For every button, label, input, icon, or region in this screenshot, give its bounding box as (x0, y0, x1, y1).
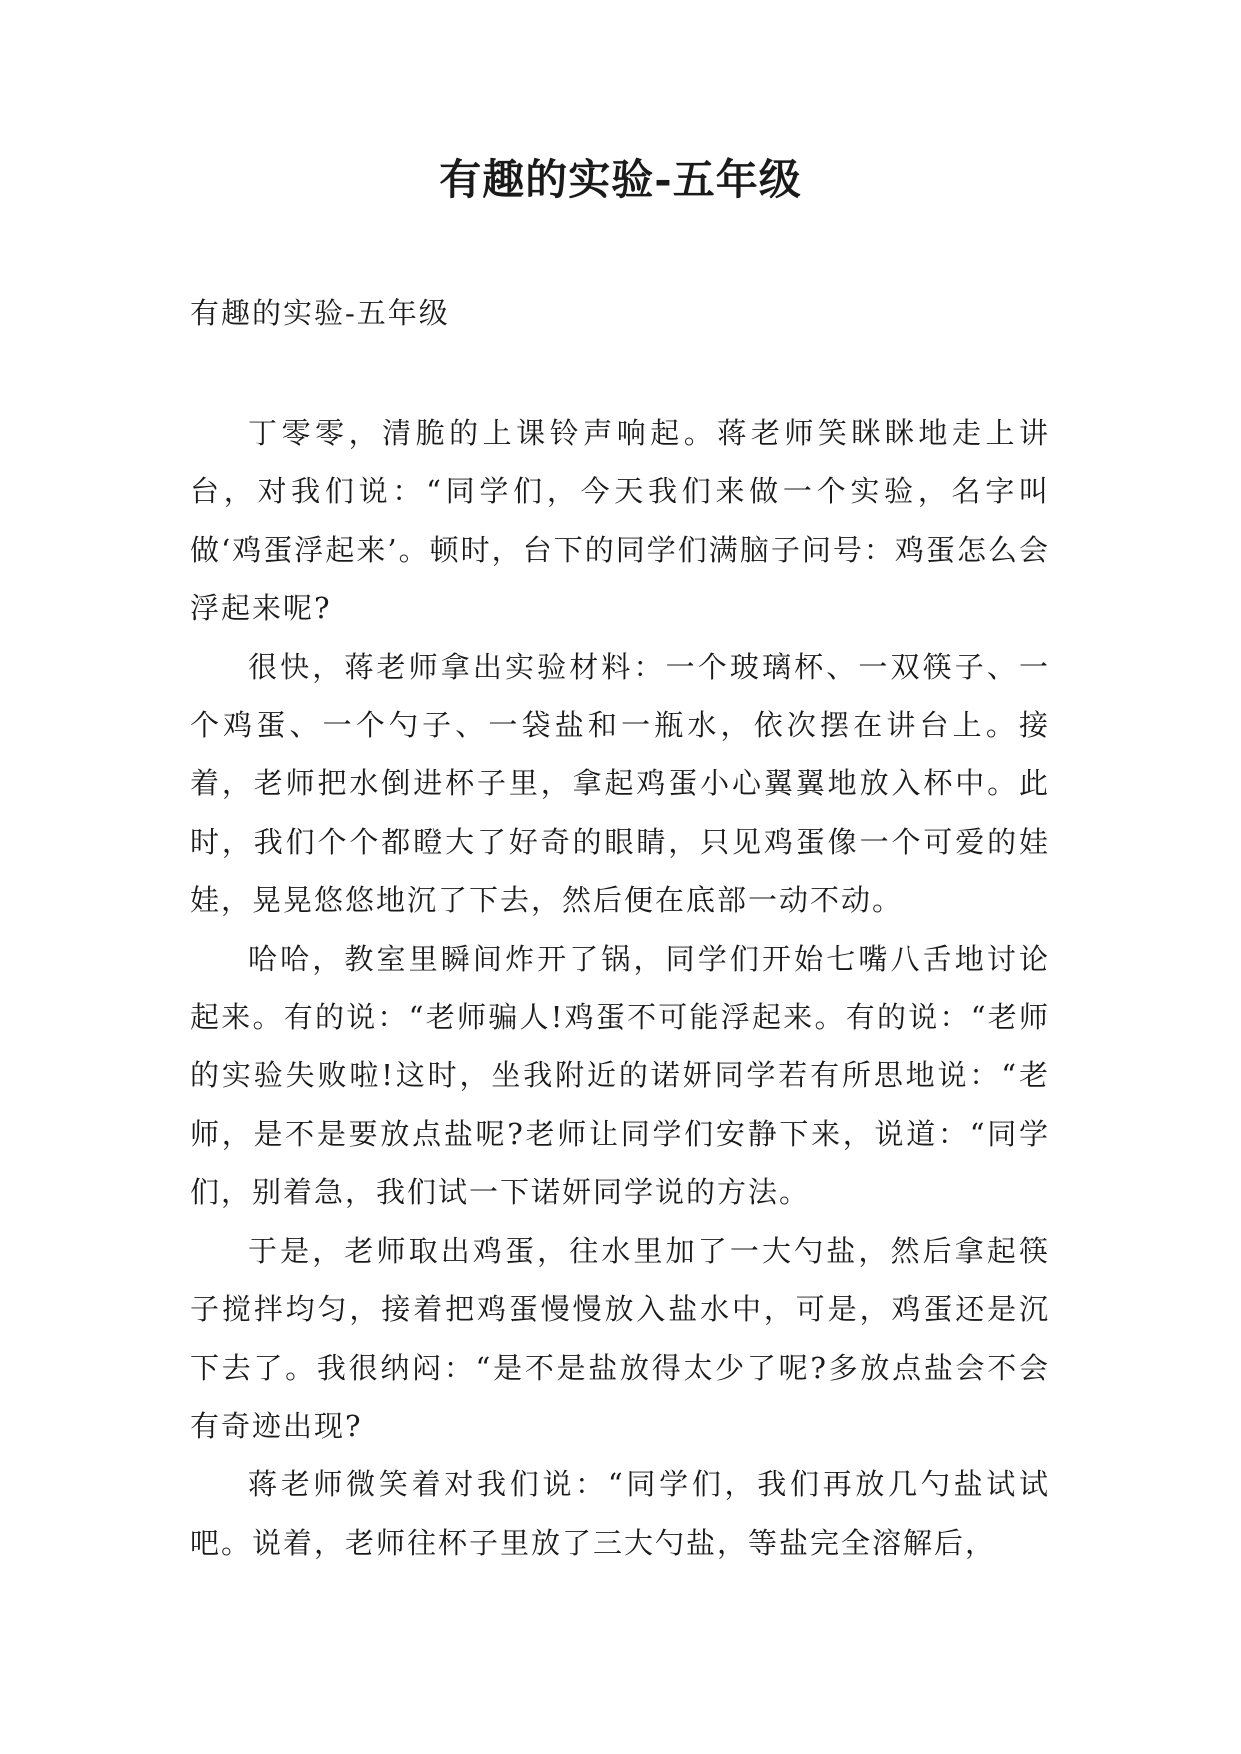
paragraph: 于是，老师取出鸡蛋，往水里加了一大勺盐，然后拿起筷子搅拌均匀，接着把鸡蛋慢慢放入盐水中，可是，鸡蛋还是沉下去了。我很纳闷：“是不是盐放得太少了呢?多放点盐会不会有奇迹出现? (190, 1233, 1050, 1443)
paragraph: 哈哈，教室里瞬间炸开了锅，同学们开始七嘴八舌地讨论起来。有的说：“老师骗人!鸡蛋不可能浮起来。有的说：“老师的实验失败啦!这时，坐我附近的诺妍同学若有所思地说：“老师，是不是要放点盐呢?老师让同学们安静下来，说道：“同学们，别着急，我们试一下诺妍同学说的方法。 (190, 941, 1050, 1210)
document-body (190, 404, 1050, 1572)
document-subtitle: 有趣的实验-五年级 (190, 296, 450, 330)
paragraph: 蒋老师微笑着对我们说：“同学们，我们再放几勺盐试试吧。说着，老师往杯子里放了三大勺盐，等盐完全溶解后， (190, 1467, 1050, 1560)
document-title: 有趣的实验-五年级 (439, 155, 802, 204)
paragraph: 丁零零，清脆的上课铃声响起。蒋老师笑眯眯地走上讲台，对我们说：“同学们，今天我们来做一个实验，名字叫做‘鸡蛋浮起来’。顿时，台下的同学们满脑子问号：鸡蛋怎么会浮起来呢? (190, 416, 1050, 626)
paragraph: 很快，蒋老师拿出实验材料：一个玻璃杯、一双筷子、一个鸡蛋、一个勺子、一袋盐和一瓶水，依次摆在讲台上。接着，老师把水倒进杯子里，拿起鸡蛋小心翼翼地放入杯中。此时，我们个个都瞪大了好奇的眼睛，只见鸡蛋像一个可爱的娃娃，晃晃悠悠地沉了下去，然后便在底部一动不动。 (190, 649, 1050, 918)
